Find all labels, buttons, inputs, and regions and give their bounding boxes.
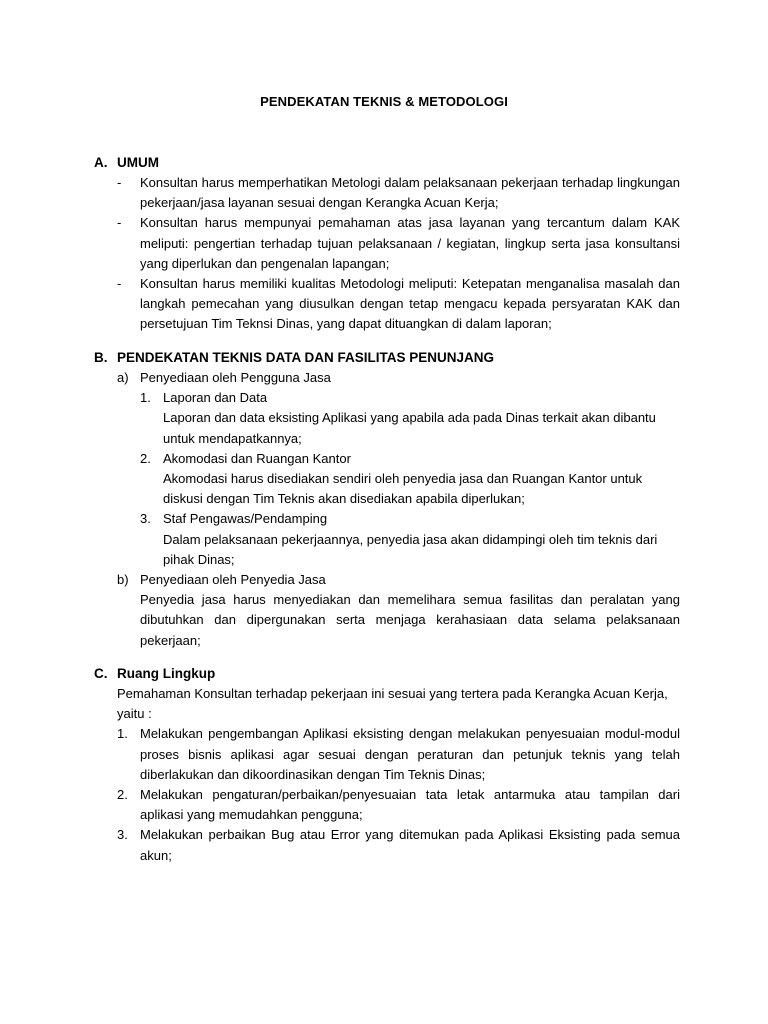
list-item-text: Konsultan harus memperhatikan Metologi dalam pelaksanaan pekerjaan terhadap lingkungan pekerjaan/jasa layanan sesuai dengan Kerangka Acuan Kerja;	[140, 175, 680, 211]
numbered-item	[117, 825, 680, 865]
numbered-item-text: Akomodasi harus disediakan sendiri oleh penyedia jasa dan Ruangan Kantor untuk diskusi dengan Tim Teknis akan disediakan apabila diperlukan;	[163, 471, 643, 507]
sub-item-label: Penyediaan oleh Pengguna Jasa	[140, 370, 331, 385]
section-title: UMUM	[117, 155, 159, 170]
section-intro	[117, 684, 680, 724]
list-item	[117, 213, 680, 274]
list-item	[117, 173, 680, 213]
numbered-item	[140, 509, 680, 570]
numbered-item	[117, 785, 680, 825]
intro-text: Pemahaman Konsultan terhadap pekerjaan ini sesuai yang tertera pada Kerangka Acuan Kerja, yaitu :	[117, 686, 668, 722]
section-title: Ruang Lingkup	[117, 666, 216, 681]
number-marker: 2.	[117, 787, 128, 803]
numbered-item-text: Melakukan perbaikan Bug atau Error yang ditemukan pada Aplikasi Eksisting pada semua akun;	[140, 827, 680, 863]
numbered-item-title: Laporan dan Data	[163, 390, 268, 406]
dash-marker: -	[117, 175, 122, 190]
number-marker: 3.	[117, 827, 128, 843]
numbered-item-title: Akomodasi dan Ruangan Kantor	[163, 450, 351, 466]
sub-item-label: Penyediaan oleh Penyedia Jasa	[140, 572, 326, 588]
sub-marker: a)	[117, 370, 129, 385]
sub-item-a	[117, 368, 680, 388]
numbered-item	[140, 388, 680, 449]
list-item-text: Konsultan harus memiliki kualitas Metodologi meliputi: Ketepatan menganalisa masalah dan langkah pemecahan yang diusulkan dengan tetap mengacu kepada persyaratan KAK dan persetujuan Tim Teknsi Dinas, yang dapat dituangkan di dalam laporan;	[140, 276, 680, 332]
sub-item-b	[117, 570, 680, 651]
section-letter: C.	[94, 666, 108, 681]
dash-marker: -	[117, 215, 122, 231]
sub-marker: b)	[117, 572, 129, 588]
numbered-item-text: Melakukan pengaturan/perbaikan/penyesuaian tata letak antarmuka atau tampilan dari aplikasi yang memudahkan pengguna;	[140, 787, 680, 823]
list-item-text: Konsultan harus mempunyai pemahaman atas jasa layanan yang tercantum dalam KAK meliputi: pengertian terhadap tujuan pelaksanaan / kegiatan, lingkup serta jasa konsultansi yang diperlukan dan pengenalan lapangan;	[140, 215, 680, 271]
section-letter: A.	[94, 155, 108, 170]
number-marker: 1.	[140, 390, 151, 406]
section-heading	[94, 348, 680, 368]
section-pendekatan-teknis	[94, 348, 680, 651]
numbered-item-text: Melakukan pengembangan Aplikasi eksisting dengan melakukan penyesuaian modul-modul proses bisnis aplikasi agar sesuai dengan peraturan dan petunjuk teknis yang telah diberlakukan dan dikoordinasikan dengan Tim Teknis Dinas;	[140, 726, 680, 782]
document-title: PENDEKATAN TEKNIS & METODOLOGI	[260, 94, 508, 109]
section-ruang-lingkup	[94, 664, 680, 866]
number-marker: 2.	[140, 450, 151, 466]
section-title: PENDEKATAN TEKNIS DATA DAN FASILITAS PENUNJANG	[117, 350, 495, 365]
numbered-item-text: Dalam pelaksanaan pekerjaannya, penyedia jasa akan didampingi oleh tim teknis dari pihak Dinas;	[163, 531, 658, 567]
section-heading	[94, 153, 680, 173]
section-letter: B.	[94, 350, 108, 365]
number-marker: 3.	[140, 511, 151, 527]
section-heading	[94, 664, 680, 684]
numbered-item	[117, 724, 680, 785]
numbered-item-text: Laporan dan data eksisting Aplikasi yang apabila ada pada Dinas terkait akan dibantu untuk mendapatkannya;	[163, 410, 656, 446]
sub-item-text: Penyedia jasa harus menyediakan dan memelihara semua fasilitas dan peralatan yang dibutuhkan dan dipergunakan serta menjaga kerahasiaan data selama pelaksanaan pekerjaan;	[140, 592, 680, 648]
list-item	[117, 274, 680, 335]
section-umum	[94, 153, 680, 335]
dash-marker: -	[117, 276, 122, 292]
numbered-item	[140, 449, 680, 510]
number-marker: 1.	[117, 726, 128, 742]
numbered-item-title: Staf Pengawas/Pendamping	[163, 511, 328, 527]
